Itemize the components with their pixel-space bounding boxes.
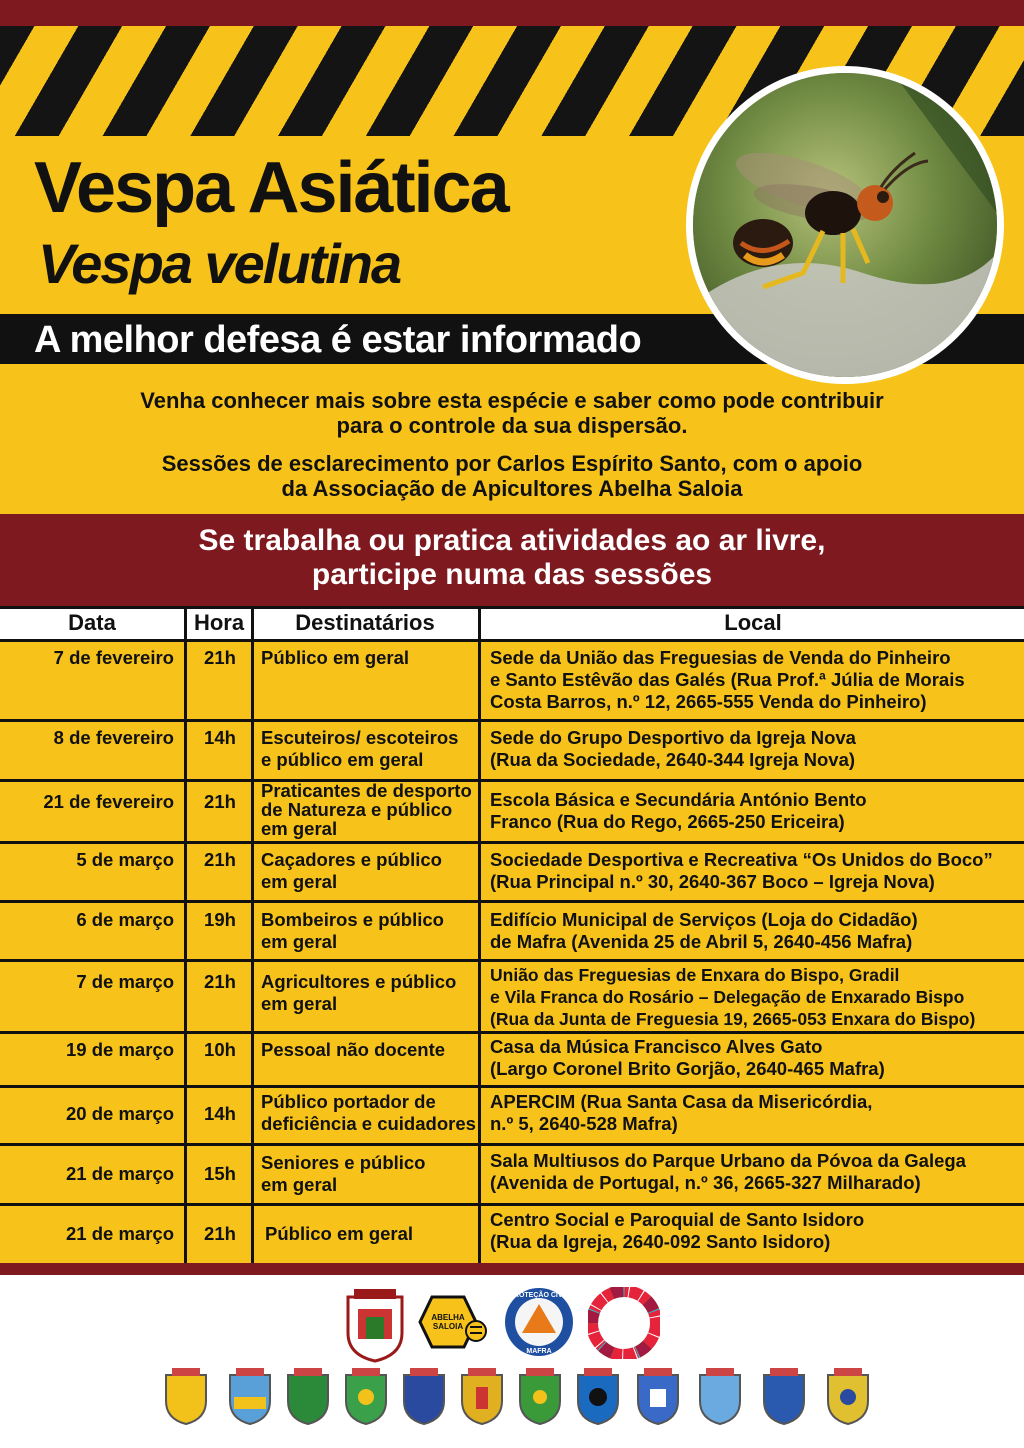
hornet-photo	[686, 66, 1004, 384]
session-date: 7 de março	[76, 971, 174, 992]
session-audience: Praticantes de desporto de Natureza e público em geral	[261, 780, 472, 839]
abelha-saloia-logo	[414, 1291, 490, 1353]
svg-text:PROTEÇÃO CIVIL: PROTEÇÃO CIVIL	[509, 1292, 569, 1299]
sdg-wheel-icon	[588, 1287, 660, 1359]
session-location: União das Freguesias de Enxara do Bispo, Gradil e Vila Franca do Rosário – Delegação de Enxarado Bispo (Rua da Junta de Freguesia 19, 2665-053 Enxara do Bispo)	[490, 965, 976, 1029]
table-rule	[0, 779, 1024, 782]
session-time: 21h	[204, 971, 236, 992]
hornet-image	[693, 73, 997, 377]
session-location: Centro Social e Paroquial de Santo Isidoro (Rua da Igreja, 2640-092 Santo Isidoro)	[490, 1209, 865, 1252]
table-rule	[0, 1085, 1024, 1088]
table-rule	[0, 1203, 1024, 1206]
session-audience: Agricultores e público em geral	[261, 971, 457, 1014]
protecao-civil-icon	[502, 1285, 576, 1359]
parish-crest-icon	[632, 1367, 684, 1427]
session-audience: Escuteiros/ escoteiros e público em geral	[261, 727, 459, 770]
session-time: 15h	[204, 1163, 236, 1184]
table-rule	[0, 841, 1024, 844]
session-time: 21h	[204, 791, 236, 812]
table-rule	[0, 1031, 1024, 1034]
session-date: 5 de março	[76, 849, 174, 870]
session-audience: Caçadores e público em geral	[261, 849, 442, 892]
session-date: 6 de março	[76, 909, 174, 930]
session-location: Casa da Música Francisco Alves Gato (Largo Coronel Brito Gorjão, 2640-465 Mafra)	[490, 1036, 885, 1079]
table-rule	[0, 900, 1024, 903]
parish-crest-icon	[160, 1367, 212, 1427]
session-location: Edifício Municipal de Serviços (Loja do Cidadão) de Mafra (Avenida 25 de Abril 5, 2640-456 Mafra)	[490, 909, 918, 952]
header-local: Local	[724, 610, 782, 635]
table-rule	[0, 719, 1024, 722]
session-location: Sociedade Desportiva e Recreativa “Os Unidos do Boco” (Rua Principal n.º 30, 2640-367 Boco – Igreja Nova)	[490, 849, 993, 892]
abelha-saloia-text: ABELHA SALOIA	[431, 1313, 465, 1331]
table-rule	[0, 959, 1024, 962]
session-time: 10h	[204, 1039, 236, 1060]
table-rule	[0, 1143, 1024, 1146]
session-time: 19h	[204, 909, 236, 930]
column-divider	[184, 606, 187, 1263]
session-date: 8 de fevereiro	[53, 727, 174, 748]
session-date: 7 de fevereiro	[53, 647, 174, 668]
intro-line-4: da Associação de Apicultores Abelha Saloia	[281, 476, 743, 501]
session-date: 21 de março	[66, 1223, 174, 1244]
intro-line-3: Sessões de esclarecimento por Carlos Espírito Santo, com o apoio	[161, 451, 863, 476]
top-maroon-bar	[0, 0, 1024, 26]
parish-crest-icon	[572, 1367, 624, 1427]
parish-crest-icon	[282, 1367, 334, 1427]
session-date: 19 de março	[66, 1039, 174, 1060]
header-destinatarios: Destinatários	[295, 610, 435, 635]
table-rule	[0, 639, 1024, 642]
parish-crest-icon	[694, 1367, 746, 1427]
session-audience: Público em geral	[265, 1223, 414, 1244]
page-title: Vespa Asiática	[34, 148, 508, 228]
logo-strip	[0, 1275, 1024, 1448]
session-date: 21 de março	[66, 1163, 174, 1184]
svg-text:MAFRA: MAFRA	[526, 1348, 552, 1355]
column-divider	[251, 606, 254, 1263]
session-time: 14h	[204, 727, 236, 748]
session-audience: Público portador de deficiência e cuidadores	[261, 1091, 476, 1134]
session-audience: Bombeiros e público em geral	[261, 909, 444, 952]
cta-line-1: Se trabalha ou pratica atividades ao ar livre,	[198, 524, 826, 557]
session-audience: Seniores e público em geral	[261, 1152, 426, 1195]
session-location: Sede do Grupo Desportivo da Igreja Nova (Rua da Sociedade, 2640-344 Igreja Nova)	[490, 727, 856, 770]
session-time: 21h	[204, 1223, 236, 1244]
parish-crest-icon	[456, 1367, 508, 1427]
session-audience: Pessoal não docente	[261, 1039, 446, 1060]
cta-line-2: participe numa das sessões	[311, 558, 713, 591]
session-location: Sala Multiusos do Parque Urbano da Póvoa da Galega (Avenida de Portugal, n.º 36, 2665-327 Milharado)	[490, 1150, 966, 1193]
session-date: 20 de março	[66, 1103, 174, 1124]
parish-crest-icon	[822, 1367, 874, 1427]
municipio-crest-icon	[340, 1287, 410, 1363]
session-time: 21h	[204, 647, 236, 668]
session-location: APERCIM (Rua Santa Casa da Misericórdia, n.º 5, 2640-528 Mafra)	[490, 1091, 873, 1134]
session-time: 14h	[204, 1103, 236, 1124]
session-location: Sede da União das Freguesias de Venda do Pinheiro e Santo Estêvão das Galés (Rua Prof.ª Júlia de Morais Costa Barros, n.º 12, 2665-555 Venda do Pinheiro)	[490, 647, 965, 712]
parish-crest-icon	[758, 1367, 810, 1427]
session-date: 21 de fevereiro	[43, 791, 174, 812]
parish-crest-icon	[514, 1367, 566, 1427]
table-rule	[0, 606, 1024, 609]
bottom-maroon-bar	[0, 1263, 1024, 1275]
tagline: A melhor defesa é estar informado	[34, 319, 642, 361]
header-hora: Hora	[193, 610, 245, 635]
session-location: Escola Básica e Secundária António Bento Franco (Rua do Rego, 2665-250 Ericeira)	[490, 789, 867, 832]
parish-crest-icon	[224, 1367, 276, 1427]
page-subtitle: Vespa velutina	[38, 232, 401, 295]
session-audience: Público em geral	[261, 647, 410, 668]
parish-crest-icon	[398, 1367, 450, 1427]
header-data: Data	[68, 610, 116, 635]
intro-line-1: Venha conhecer mais sobre esta espécie e saber como pode contribuir	[140, 388, 884, 413]
session-time: 21h	[204, 849, 236, 870]
parish-crest-icon	[340, 1367, 392, 1427]
intro-line-2: para o controle da sua dispersão.	[336, 413, 688, 438]
